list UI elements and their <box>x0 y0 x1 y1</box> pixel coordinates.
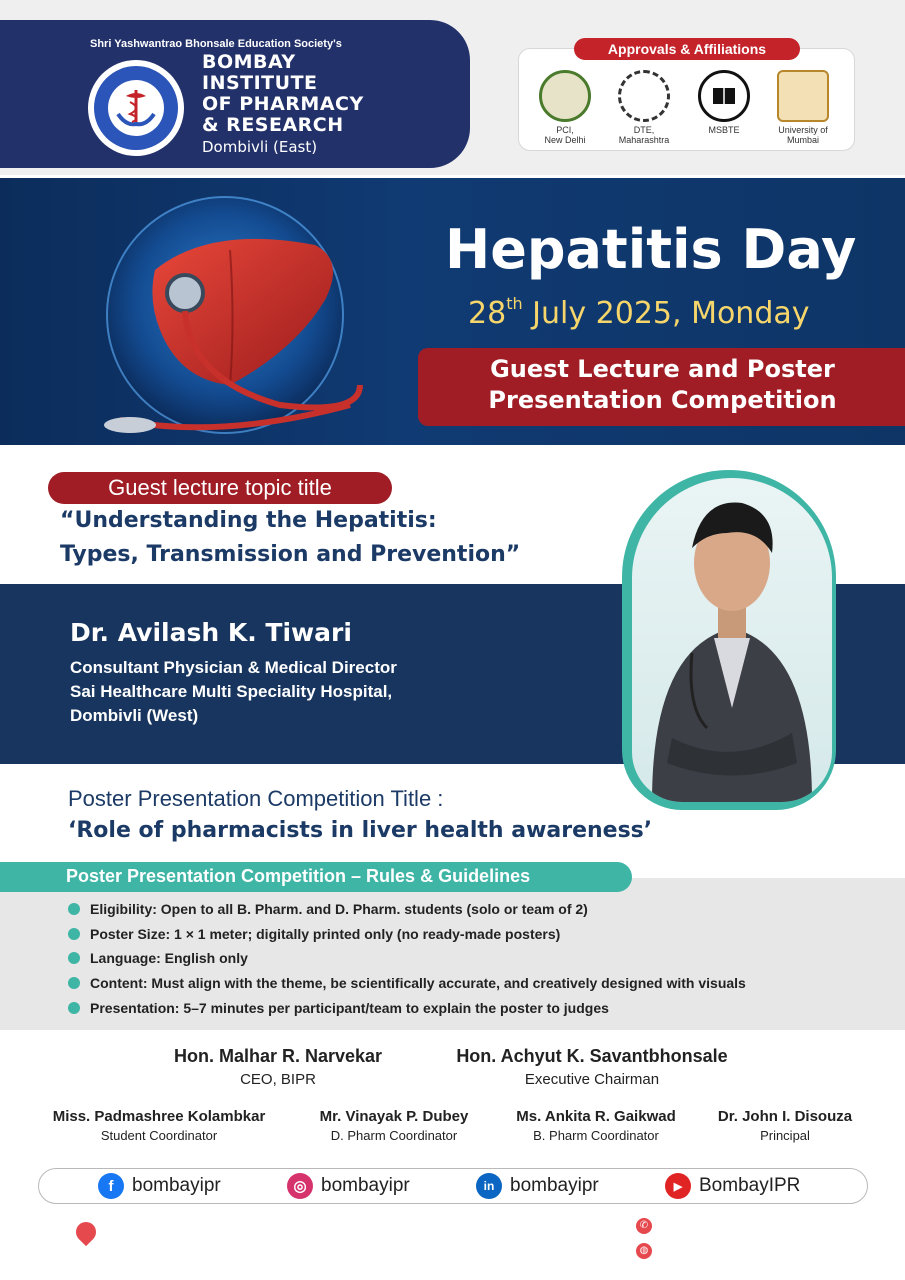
affiliation-pci <box>525 70 605 145</box>
topic-title-line: “Understanding the Hepatitis: <box>60 508 437 533</box>
chevron-right-icon <box>68 977 80 989</box>
affiliation-mumbai-university <box>763 70 843 145</box>
person-role: CEO, BIPR <box>240 1071 316 1088</box>
event-subtitle-line: Presentation Competition <box>488 386 837 414</box>
person-role: D. Pharm Coordinator <box>330 1128 458 1143</box>
person-role: Student Coordinator <box>100 1128 218 1143</box>
affiliations-title: Approvals & Affiliations <box>574 38 800 60</box>
speaker-detail: Dombivli (West) <box>70 706 199 725</box>
liver-globe-illustration <box>60 190 390 440</box>
social-handle: bombayipr <box>510 1175 599 1196</box>
social-handle: bombayipr <box>132 1175 221 1196</box>
poster-competition-label: Poster Presentation Competition Title : <box>68 786 444 811</box>
msbte-book-icon <box>698 70 750 122</box>
event-title: Hepatitis Day <box>445 218 857 281</box>
person-name: Miss. Padmashree Kolambkar <box>52 1108 266 1125</box>
affiliation-label: University of Mumbai <box>778 125 828 145</box>
website-link[interactable] <box>636 1240 820 1262</box>
speaker-name: Dr. Avilash K. Tiwari <box>70 618 352 647</box>
instagram-icon: ◎ <box>287 1173 313 1199</box>
globe-icon: ◍ <box>636 1243 652 1259</box>
rule-item: Content: Must align with the theme, be scientifically accurate, and creatively designed with visuals <box>68 975 746 991</box>
society-name: Shri Yashwantrao Bhonsale Education Society's <box>90 38 342 50</box>
rule-item: Presentation: 5–7 minutes per participant/team to explain the poster to judges <box>68 1000 609 1016</box>
person-ceo <box>140 1046 416 1088</box>
social-linkedin[interactable] <box>476 1172 599 1200</box>
chevron-right-icon <box>68 903 80 915</box>
person-name: Hon. Malhar R. Narvekar <box>173 1046 383 1066</box>
address-line: Next to Lodha Panacea, Near Lodha Regency, Sandap, <box>104 1222 513 1240</box>
person-role: B. Pharm Coordinator <box>533 1128 659 1143</box>
rule-item: Poster Size: 1 × 1 meter; digitally printed only (no ready-made posters) <box>68 926 560 942</box>
phone-contact[interactable] <box>636 1215 850 1237</box>
phone-number: +91 92091 88966 <box>662 1215 850 1237</box>
social-instagram[interactable] <box>287 1172 410 1200</box>
person-chairman <box>424 1046 760 1088</box>
institute-name-line: OF PHARMACY <box>202 93 364 115</box>
phone-icon: ✆ <box>636 1218 652 1234</box>
topic-label: Guest lecture topic title <box>48 472 392 504</box>
affiliation-msbte <box>684 70 764 135</box>
speaker-photo <box>632 478 832 802</box>
rule-item: Eligibility: Open to all B. Pharm. and D. Pharm. students (solo or team of 2) <box>68 901 588 917</box>
affiliation-label: MSBTE <box>708 125 740 135</box>
chevron-right-icon <box>68 928 80 940</box>
chevron-right-icon <box>68 1002 80 1014</box>
person-name: Ms. Ankita R. Gaikwad <box>516 1108 676 1125</box>
rule-item: Language: English only <box>68 950 248 966</box>
dte-gear-icon <box>618 70 670 122</box>
mumbai-university-icon <box>777 70 829 122</box>
event-subtitle-line: Guest Lecture and Poster <box>490 355 835 383</box>
poster-competition-title: ‘Role of pharmacists in liver health awareness’ <box>68 818 653 843</box>
affiliation-dte <box>604 70 684 145</box>
affiliation-label: PCI, New Delhi <box>544 125 586 145</box>
person-name: Mr. Vinayak P. Dubey <box>319 1108 469 1125</box>
youtube-icon: ▶ <box>665 1173 691 1199</box>
facebook-icon: f <box>98 1173 124 1199</box>
person-name: Hon. Achyut K. Savantbhonsale <box>456 1046 728 1066</box>
address-line: Manpada-Diva Road, Dombivli (East), Maharashtra 421 204 <box>104 1242 551 1260</box>
person-principal <box>700 1108 870 1143</box>
rules-heading: Poster Presentation Competition – Rules & Guidelines <box>66 866 531 886</box>
chevron-right-icon <box>68 952 80 964</box>
speaker-detail: Consultant Physician & Medical Director <box>70 658 397 677</box>
pci-seal-icon <box>539 70 591 122</box>
speaker-detail: Sai Healthcare Multi Speciality Hospital, <box>70 682 393 701</box>
website-url: www.bipr.ac.in <box>662 1240 820 1262</box>
social-facebook[interactable] <box>98 1172 221 1200</box>
affiliation-label: DTE, Maharashtra <box>618 125 670 145</box>
caduceus-hands-icon <box>108 80 164 136</box>
institute-name-line: & RESEARCH <box>202 114 344 136</box>
linkedin-icon: in <box>476 1173 502 1199</box>
institute-name-line: INSTITUTE <box>202 72 318 94</box>
institute-name-line: BOMBAY <box>202 51 296 73</box>
person-role: Principal <box>760 1128 810 1143</box>
social-handle: bombayipr <box>321 1175 410 1196</box>
person-dpharm-coordinator <box>296 1108 492 1143</box>
institute-location: Dombivli (East) <box>202 138 318 156</box>
social-youtube[interactable] <box>665 1172 800 1200</box>
social-handle: BombayIPR <box>699 1175 801 1196</box>
event-date: 28th July 2025, Monday <box>468 294 810 331</box>
topic-title-line: Types, Transmission and Prevention” <box>60 542 521 567</box>
person-role: Executive Chairman <box>524 1071 660 1088</box>
person-student-coordinator <box>30 1108 288 1143</box>
person-name: Dr. John I. Disouza <box>717 1108 853 1125</box>
person-bpharm-coordinator <box>496 1108 696 1143</box>
location-pin-icon <box>72 1218 100 1246</box>
